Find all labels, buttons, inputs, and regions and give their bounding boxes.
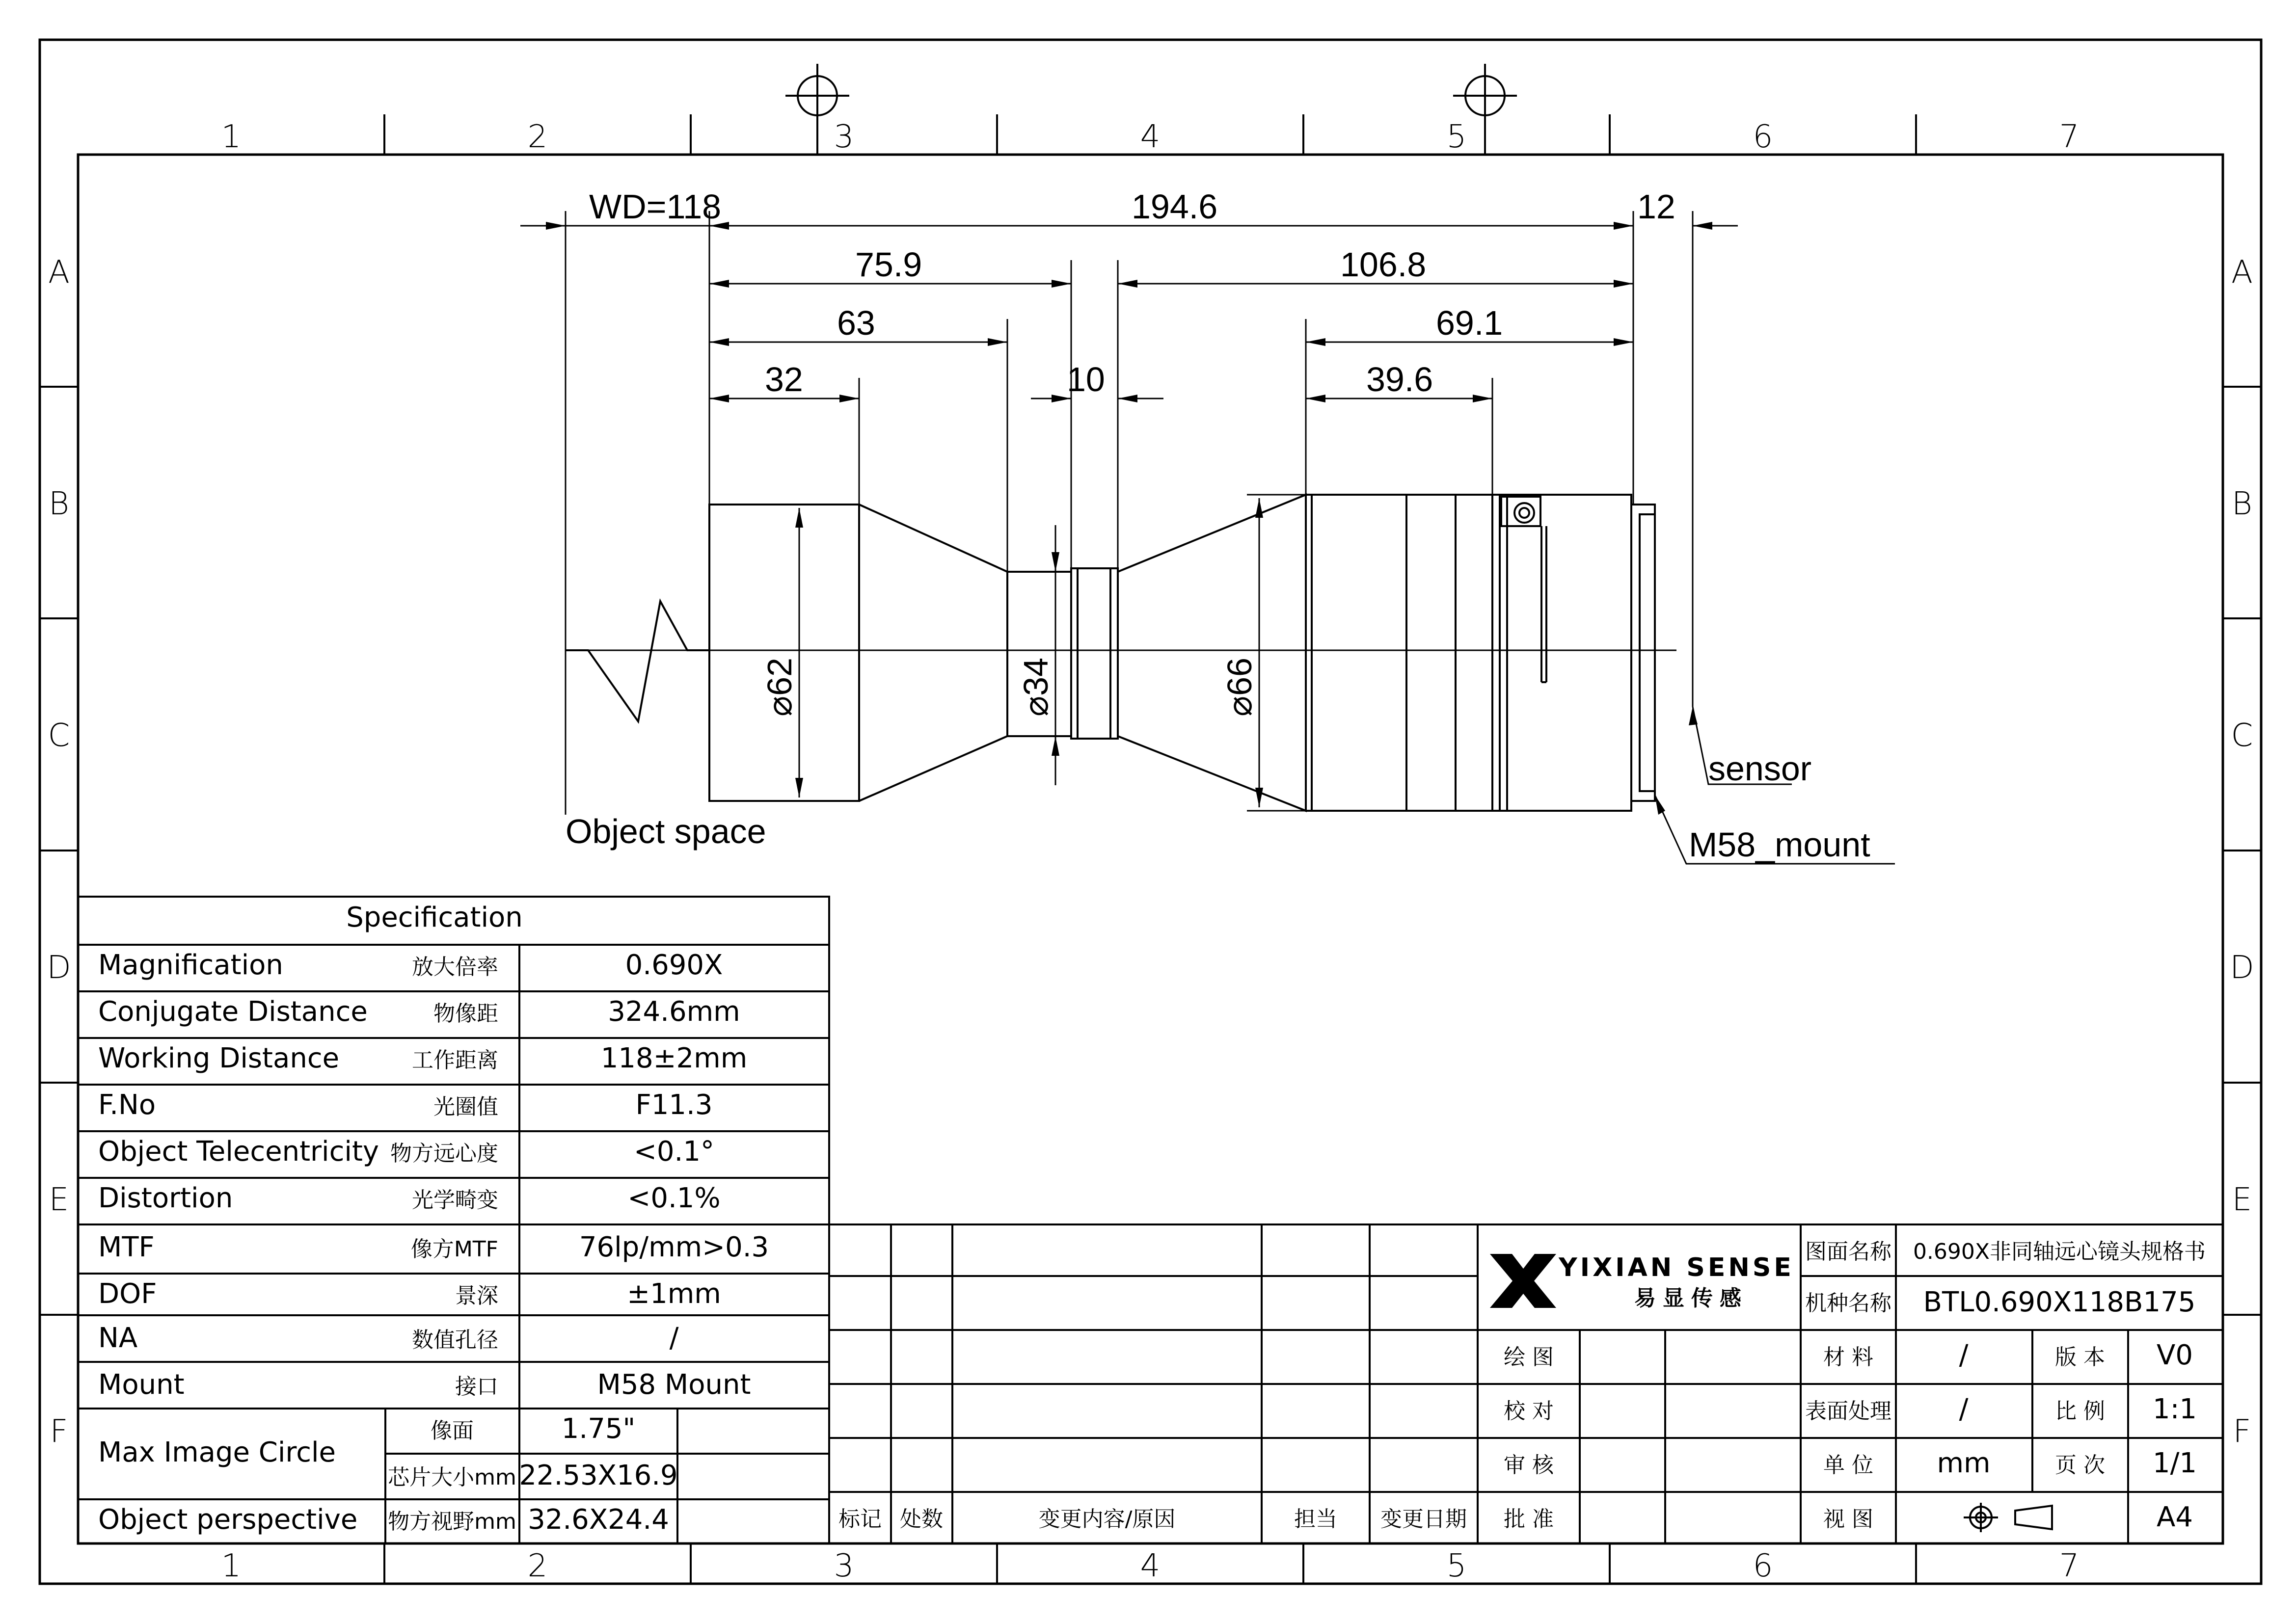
spec-row-6-cn: 像方MTF	[410, 1237, 498, 1262]
spec-row-7-cn: 景深	[455, 1283, 498, 1308]
dim-39-6: 39.6	[1366, 360, 1433, 399]
row-label-left-B: B	[49, 486, 69, 522]
rev-header-qty: 处数	[900, 1507, 943, 1532]
spec-max-image-circle-r1-cn: 像面	[431, 1418, 474, 1443]
row-label-right-C: C	[2231, 718, 2253, 754]
col-label-bottom-2: 2	[527, 1548, 548, 1584]
mount-thread	[1640, 514, 1655, 791]
row-label-right-A: A	[2231, 254, 2253, 291]
spec-title: Specification	[346, 902, 523, 933]
zone-dividers	[40, 114, 2261, 1584]
view-label: 视 图	[1823, 1507, 1873, 1532]
spec-object-perspective-value: 32.6X24.4	[528, 1504, 669, 1536]
spec-row-9-cn: 接口	[455, 1374, 498, 1399]
material-value: /	[1959, 1339, 1969, 1371]
rear-body	[1492, 495, 1631, 811]
spec-row-8-value: /	[669, 1322, 679, 1354]
spec-row-0-en: Magnification	[98, 949, 283, 981]
logo-text: YIXIAN SENSE	[1559, 1253, 1794, 1282]
lens-drawing	[566, 495, 1676, 811]
spec-max-image-circle-r2-value: 22.53X16.9	[519, 1460, 678, 1491]
row-label-left-D: D	[47, 950, 71, 986]
spec-row-5-en: Distortion	[98, 1182, 233, 1214]
row-label-right-E: E	[2232, 1182, 2252, 1218]
page-value: 1/1	[2152, 1447, 2197, 1479]
set-screw-icon	[1514, 503, 1534, 523]
review-label: 审 核	[1504, 1453, 1554, 1478]
spec-row-2-cn: 工作距离	[412, 1048, 498, 1073]
spec-max-image-circle-r2-cn: 芯片大小mm	[388, 1465, 516, 1490]
spec-row-1-en: Conjugate Distance	[98, 996, 368, 1028]
row-label-left-F: F	[50, 1413, 68, 1450]
spec-row-4-value: <0.1°	[634, 1136, 714, 1168]
zone-labels	[47, 119, 2254, 1584]
title-block	[1478, 1224, 2223, 1543]
spec-row-1-value: 324.6mm	[608, 996, 740, 1028]
row-label-left-C: C	[48, 718, 70, 754]
row-label-right-B: B	[2232, 486, 2252, 522]
spec-row-1-cn: 物像距	[433, 1001, 498, 1026]
rev-header-date: 变更日期	[1380, 1507, 1467, 1532]
surface-label: 表面处理	[1805, 1399, 1891, 1424]
spec-max-image-circle-en: Max Image Circle	[98, 1436, 336, 1468]
dim-106-8: 106.8	[1340, 245, 1427, 284]
main-body	[1306, 495, 1492, 811]
spec-row-2-value: 118±2mm	[600, 1042, 748, 1074]
check-label: 校 对	[1504, 1399, 1554, 1424]
row-label-left-A: A	[48, 254, 70, 291]
draw-label: 绘 图	[1504, 1345, 1554, 1370]
surface-value: /	[1959, 1393, 1969, 1425]
rev-header-content: 变更内容/原因	[1038, 1507, 1176, 1532]
dim-63: 63	[837, 304, 875, 342]
unit-label: 单 位	[1823, 1453, 1873, 1478]
spec-object-perspective-en: Object perspective	[98, 1504, 358, 1536]
dim-overall: 194.6	[1132, 187, 1218, 226]
logo-x-icon	[1490, 1254, 1556, 1308]
dim-32: 32	[765, 360, 803, 399]
page-label: 页 次	[2055, 1453, 2105, 1478]
col-label-top-1: 1	[221, 119, 242, 155]
col-label-top-2: 2	[527, 119, 548, 155]
spec-object-perspective-cn: 物方视野mm	[388, 1509, 516, 1534]
spec-row-4-en: Object Telecentricity	[98, 1136, 379, 1168]
label-mount: M58_mount	[1689, 825, 1870, 864]
dimension-arrows	[546, 222, 1712, 815]
scale-value: 1:1	[2152, 1393, 2197, 1425]
scale-label: 比 例	[2055, 1399, 2105, 1424]
version-label: 版 本	[2055, 1345, 2105, 1370]
dim-back: 12	[1637, 187, 1675, 226]
col-label-bottom-7: 7	[2059, 1548, 2080, 1584]
col-label-top-7: 7	[2059, 119, 2080, 155]
col-label-bottom-6: 6	[1753, 1548, 1773, 1584]
approve-label: 批 准	[1504, 1507, 1554, 1532]
spec-row-4-cn: 物方远心度	[390, 1141, 498, 1166]
col-label-bottom-4: 4	[1140, 1548, 1161, 1584]
spec-table	[78, 897, 829, 1543]
rear-taper	[1118, 495, 1306, 811]
rev-header-mark: 标记	[838, 1507, 882, 1532]
sheet-size: A4	[2157, 1501, 2193, 1533]
model-name: BTL0.690X118B175	[1923, 1286, 2196, 1318]
spec-row-7-value: ±1mm	[627, 1278, 721, 1310]
dim-dia-34: ⌀34	[1017, 657, 1055, 717]
spec-max-image-circle-r1-value: 1.75"	[561, 1413, 636, 1445]
dimension-text	[566, 187, 1870, 864]
version-value: V0	[2157, 1339, 2193, 1371]
outer-border	[40, 40, 2261, 1584]
spec-row-8-en: NA	[98, 1322, 138, 1354]
col-label-bottom-3: 3	[834, 1548, 854, 1584]
rev-header-by: 担当	[1294, 1507, 1337, 1532]
spec-row-3-value: F11.3	[635, 1089, 713, 1121]
col-label-top-5: 5	[1446, 119, 1467, 155]
spec-row-8-cn: 数值孔径	[412, 1328, 498, 1353]
projection-symbol-icon	[1964, 1503, 2052, 1532]
label-sensor: sensor	[1708, 749, 1812, 788]
spec-row-5-cn: 光学畸变	[412, 1188, 498, 1213]
dim-dia-62: ⌀62	[760, 657, 799, 717]
dim-dia-66: ⌀66	[1220, 657, 1259, 717]
spec-row-0-value: 0.690X	[625, 949, 723, 981]
logo-cn: 易显传感	[1634, 1286, 1748, 1311]
drawing-name: 0.690X非同轴远心镜头规格书	[1913, 1239, 2206, 1264]
dim-75-9: 75.9	[855, 245, 922, 284]
row-label-right-D: D	[2230, 950, 2254, 986]
col-label-bottom-5: 5	[1446, 1548, 1467, 1584]
front-barrel	[709, 505, 859, 801]
col-label-bottom-1: 1	[221, 1548, 242, 1584]
spec-row-3-cn: 光圈值	[433, 1094, 498, 1119]
revision-block	[829, 1224, 1478, 1543]
dimension-lines	[520, 211, 1895, 864]
break-line	[566, 601, 709, 721]
front-taper	[859, 505, 1007, 801]
col-label-top-4: 4	[1140, 119, 1161, 155]
dim-wd: WD=118	[589, 187, 722, 226]
unit-value: mm	[1937, 1447, 1991, 1479]
label-object-space: Object space	[566, 812, 766, 851]
col-label-top-3: 3	[834, 119, 854, 155]
spec-row-9-value: M58 Mount	[597, 1369, 751, 1401]
dim-69-1: 69.1	[1436, 304, 1503, 342]
model-label: 机种名称	[1805, 1291, 1891, 1316]
spec-row-2-en: Working Distance	[98, 1042, 340, 1074]
material-label: 材 料	[1823, 1345, 1873, 1370]
spec-row-6-value: 76lp/mm>0.3	[579, 1231, 769, 1263]
spec-row-6-en: MTF	[98, 1231, 155, 1263]
dim-10: 10	[1067, 360, 1105, 399]
row-label-left-E: E	[49, 1182, 69, 1218]
spec-row-9-en: Mount	[98, 1369, 185, 1401]
inner-border	[78, 155, 2223, 1543]
spec-row-5-value: <0.1%	[627, 1182, 721, 1214]
row-label-right-F: F	[2233, 1413, 2251, 1450]
col-label-top-6: 6	[1753, 119, 1773, 155]
spec-row-3-en: F.No	[98, 1089, 156, 1121]
mount-ring	[1631, 505, 1655, 801]
company-logo	[1490, 1253, 1794, 1311]
spec-row-0-cn: 放大倍率	[412, 955, 498, 980]
drawing-name-label: 图面名称	[1805, 1239, 1891, 1264]
spec-row-7-en: DOF	[98, 1278, 157, 1310]
